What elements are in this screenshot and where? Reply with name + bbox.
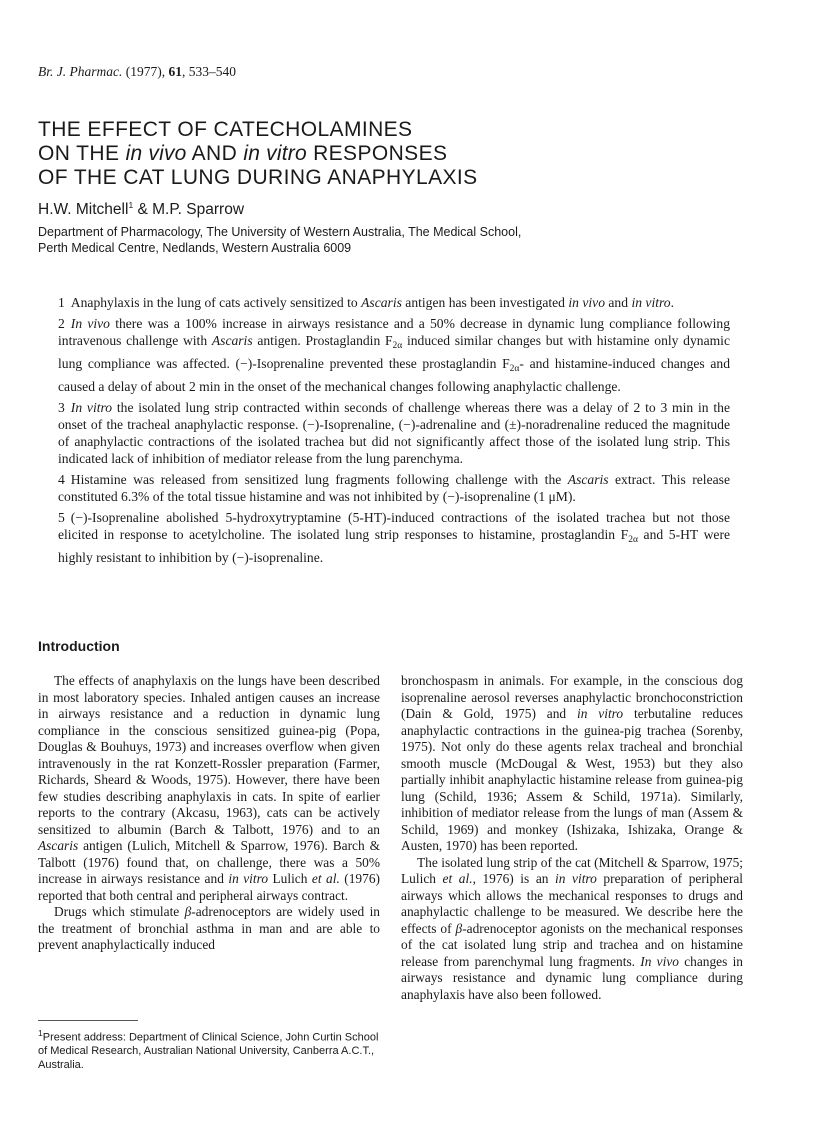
column-right [401,673,743,1003]
text: antigen (Lulich, Mitchell & Sparrow, 1976). Barch & Talbott (1976) found that, on challenge, there was a 50% increase in airways resistance and [38,838,380,886]
text: changes in airways resistance and dynamic lung compliance during anaphylaxis have also been followed. [401,953,743,1002]
italic-text: In vivo [70,316,110,331]
text: (−)-Isoprenaline abolished 5-hydroxytryptamine (5-HT)-induced contractions of the isolated trachea but not those elicited in response to acetylcholine. The isolated lung strip responses to histamine, prostaglandin F [58,510,730,542]
column-left [38,673,380,954]
text: and [605,295,632,310]
subscript: 2α [509,364,520,374]
affiliation-line-2: Perth Medical Centre, Nedlands, Western Australia 6009 [38,241,352,255]
italic-text: in vitro [228,871,269,886]
subscript: 2α [392,341,403,351]
italic-text: In vitro [70,400,113,415]
affiliation-line-1: Department of Pharmacology, The University of Western Australia, The Medical School, [38,225,522,239]
text: (1976) reported that both central and peripheral airways contract. [38,871,380,903]
affiliation [38,224,778,256]
italic-text: in vitro [555,871,597,886]
text: bronchospasm in animals. For example, in the conscious dog isoprenaline aerosol reverses anaphylactic bronchoconstriction (Dain & Gold, 1975) and [401,673,743,721]
footnote-divider [38,1020,138,1021]
text: antigen. Prostaglandin F [252,333,393,348]
title-line-3: OF THE CAT LUNG DURING ANAPHYLAXIS [38,166,478,189]
text: Lulich [268,871,312,886]
journal-name: Br. J. Pharmac. [38,64,123,79]
text: the isolated lung strip contracted within seconds of challenge whereas there was a delay of 2 to 3 min in the onset of the tracheal anaphylactic response. (−)-Isoprenaline, (−)-adrenaline and (±)-noradrenaline reduced the magnitude of anaphylactic contractions of the isolated trachea but did not significantly affect those of the isolated lung strip. This indicated lack of inhibition of mediator release from the lung parenchyma. [58,400,730,466]
italic-text: et al. [442,871,473,886]
text: . [670,295,674,310]
text: The isolated lung strip of the cat (Mitchell & Sparrow, 1975; Lulich [401,854,743,886]
text: terbutaline reduces anaphylactic contractions in the guinea-pig trachea (Sorenby, 1975). Not only do these agents relax tracheal and bronchial smooth muscle (McDougal & West, 1953) but they also partially inhibit anaphylactic histamine release from guinea-pig lung (Schild, 1936; Assem & Schild, 1971a). Similarly, inhibition of mediator release from the lungs of man (Assem & Schild, 1969) and monkey (Ishizaka, Ishizaka, Orange & Austen, 1970) has been reported. [401,706,743,853]
title-text: RESPONSES [306,142,448,165]
text: antigen has been investigated [401,295,569,310]
journal-year: (1977), [122,64,169,79]
text: -adrenoceptors are widely used in the treatment of bronchial asthma in man and are able to prevent anaphylactically induced [38,904,381,952]
title-italic: in vivo [125,142,187,165]
abstract [58,294,730,570]
text: Anaphylaxis in the lung of cats actively sensitized to [70,295,362,310]
point-number: 5 [58,510,65,525]
title-italic: in vitro [243,142,307,165]
greek-beta: β [455,920,463,936]
text: extract. This release constituted 6.3% of the total tissue histamine and was not inhibited by (−)-isoprenaline (1 μM). [58,472,730,504]
text: Histamine was released from sensitized lung fragments following challenge with the [70,472,568,487]
text: The effects of anaphylaxis on the lungs have been described in most laboratory species. Inhaled antigen causes an increase in airways resistance and a reduction in dynamic lung compliance in the conscious sensitized guinea-pig (Popa, Douglas & Bouhuys, 1973) and increases overflow when given intravenously in the rat Konzett-Rossler preparation (Farmer, Richards, Sheard & Woods, 1975). However, there have been few studies describing anaphylaxis in cats. In spite of earlier reports to the contrary (Akcasu, 1963), cats can be actively sensitized to albumin (Barch & Talbott, 1976) and to an [38,673,380,837]
point-number: 2 [58,316,65,331]
text: -adrenoceptor agonists on the mechanical responses of the cat isolated lung strip and trachea and on histamine release from parenchymal lung fragments. [401,920,743,969]
title-text: ON THE [38,142,126,165]
subscript: 2α [628,535,638,545]
journal-citation [38,64,236,80]
text: there was a 100% increase in airways resistance and a 50% decrease in dynamic lung compliance following intravenous challenge with [58,316,730,348]
footnote [38,1027,380,1072]
intro-paragraph-1 [38,673,380,904]
author-separator: & [133,201,153,219]
point-number: 4 [58,472,65,487]
text: - and histamine-induced changes and caused a delay of about 2 min in the onset of the mechanical changes following anaphylactic challenge. [58,356,730,394]
journal-volume: 61 [168,64,182,79]
abstract-point-5 [58,509,730,566]
italic-text: Ascaris [38,838,79,853]
italic-text: Ascaris [361,295,402,310]
text: Drugs which stimulate [54,904,185,919]
italic-text: in vivo [568,295,605,310]
section-heading-introduction: Introduction [38,638,120,654]
point-number: 3 [58,400,65,415]
italic-text: Ascaris [567,472,609,487]
intro-paragraph-2 [38,904,380,954]
greek-beta: β [184,904,192,919]
title-text: AND [186,142,244,165]
italic-text: et al. [311,871,340,886]
author-2: M.P. Sparrow [152,201,245,219]
title-line-2 [38,142,778,166]
abstract-point-2 [58,315,730,395]
abstract-point-1 [58,294,730,311]
point-number: 1 [58,295,65,310]
text: and 5-HT were highly resistant to inhibition by (−)-isoprenaline. [58,527,731,565]
article-title [38,118,778,190]
text: , 1976) is an [472,871,556,886]
abstract-point-4 [58,471,730,505]
footnote-marker: 1 [128,200,134,210]
author-1: H.W. Mitchell [38,201,129,219]
italic-text: in vitro [631,295,671,310]
intro-paragraph-3 [401,673,743,855]
journal-pages: , 533–540 [182,64,236,79]
abstract-point-3 [58,399,730,467]
text: induced similar changes but with histamine only dynamic lung compliance was affected. (−)-Isoprenaline prevented these prostaglandin F [58,333,730,371]
footnote-text: Present address: Department of Clinical Science, John Curtin School of Medical Research, Australian National University, Canberra A.C.T., Australia. [38,1031,379,1071]
italic-text: Ascaris [211,333,253,348]
footnote-marker: 1 [38,1028,43,1038]
intro-paragraph-4 [401,855,743,1004]
author-list [38,200,244,219]
italic-text: in vitro [577,706,624,721]
text: preparation of peripheral airways which allows the mechanical responses to drugs and anaphylactic challenge to be measured. We describe here the effects of [401,871,743,936]
italic-text: In vivo [640,953,679,969]
title-line-1: THE EFFECT OF CATECHOLAMINES [38,118,413,141]
